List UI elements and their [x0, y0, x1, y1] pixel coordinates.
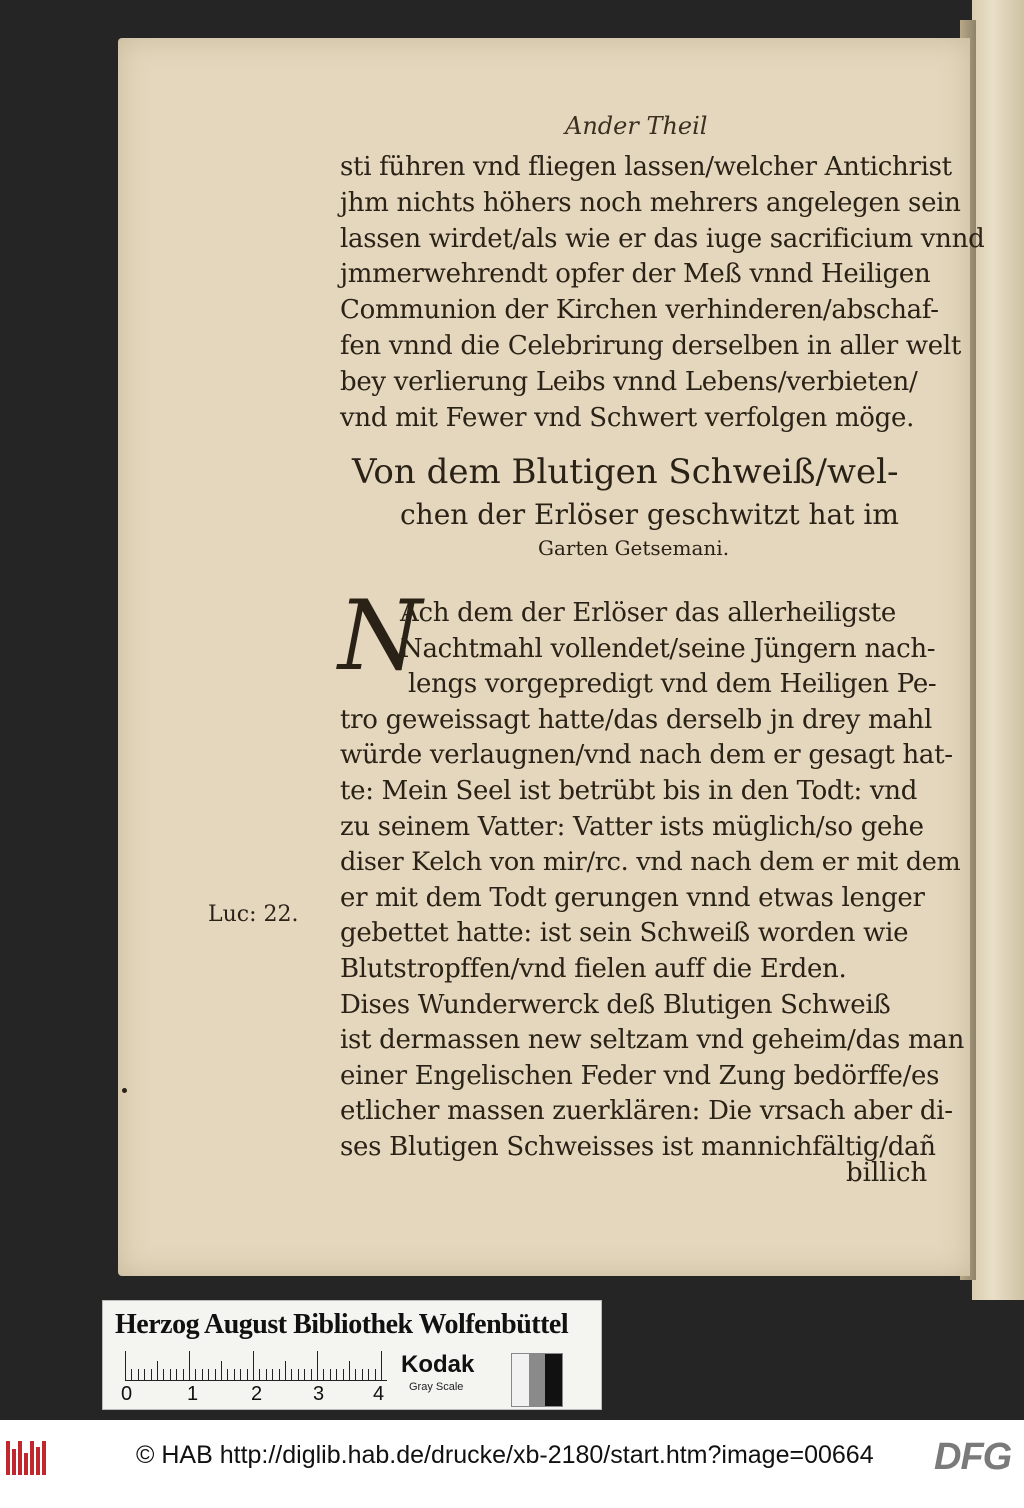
ruler-number: 2: [251, 1383, 263, 1405]
marginal-note: Luc: 22.: [208, 902, 299, 927]
text-line: etlicher massen zuerklären: Die vrsach aber di-: [340, 1096, 953, 1127]
ruler-tick: [285, 1361, 286, 1381]
swatch-black: [545, 1354, 562, 1406]
text-line: würde verlaugnen/vnd nach dem er gesagt hat-: [340, 740, 953, 771]
kodak-logo: Kodak: [401, 1351, 475, 1378]
ruler-tick: [144, 1369, 145, 1381]
running-head: Ander Theil: [565, 112, 708, 140]
chapter-heading-line-1: Von dem Blutigen Schweiß/wel-: [352, 452, 899, 492]
ruler-tick: [304, 1369, 305, 1381]
ruler-tick: [176, 1369, 177, 1381]
text-line: te: Mein Seel ist betrübt bis in den Todt: vnd: [340, 776, 918, 806]
ruler-tick: [375, 1369, 376, 1381]
text-line: Blutstropffen/vnd fielen auff die Erden.: [340, 954, 847, 984]
text-line: bey verlierung Leibs vnnd Lebens/verbieten/: [340, 366, 918, 397]
swatch-mid-gray: [529, 1354, 546, 1406]
ruler-number: 4: [373, 1383, 385, 1405]
text-line: Communion der Kirchen verhinderen/abschaf-: [340, 295, 939, 326]
ruler-tick: [125, 1351, 126, 1381]
ruler-tick: [131, 1369, 132, 1381]
ruler-tick: [170, 1369, 171, 1381]
ruler-tick: [183, 1369, 184, 1381]
citation-link[interactable]: © HAB http://diglib.hab.de/drucke/xb-2180/start.htm?image=00664: [136, 1441, 874, 1469]
library-name: Herzog August Bibliothek Wolfenbüttel: [115, 1309, 569, 1340]
ruler-tick: [355, 1369, 356, 1381]
ruler-tick: [227, 1369, 228, 1381]
text-line: vnd mit Fewer vnd Schwert verfolgen möge.: [340, 402, 915, 433]
ruler-tick: [195, 1369, 196, 1381]
chapter-heading-line-3: Garten Getsemani.: [538, 536, 730, 560]
ruler-tick: [234, 1369, 235, 1381]
ruler-tick: [163, 1369, 164, 1381]
ruler-tick: [279, 1369, 280, 1381]
text-line: fen vnnd die Celebrirung derselben in aller welt: [340, 331, 962, 361]
ruler-tick: [215, 1369, 216, 1381]
ruler-number: 0: [121, 1383, 133, 1405]
text-line: lengs vorgepredigt vnd dem Heiligen Pe-: [408, 669, 937, 700]
text-line: einer Engelischen Feder vnd Zung bedörffe/es: [340, 1060, 940, 1091]
ruler-tick: [202, 1369, 203, 1381]
facing-page-edge: [972, 0, 1024, 1300]
margin-dot: [122, 1088, 127, 1093]
ruler-number: 3: [313, 1383, 325, 1405]
ruler-tick: [368, 1369, 369, 1381]
text-line: ses Blutigen Schweisses ist mannichfältig/dañ: [340, 1132, 936, 1162]
text-line: sti führen vnd fliegen lassen/welcher Antichrist: [340, 152, 952, 182]
ruler-tick: [151, 1369, 152, 1381]
text-line: jhm nichts höhers noch mehrers angelegen sein: [340, 187, 961, 218]
text-line: tro geweissagt hatte/das derselb jn drey mahl: [340, 704, 932, 735]
ruler-tick: [221, 1361, 222, 1381]
ruler-tick: [349, 1361, 350, 1381]
ruler-tick: [272, 1369, 273, 1381]
ruler-tick: [298, 1369, 299, 1381]
text-line: Dises Wunderwerck deß Blutigen Schweiß: [340, 989, 891, 1020]
ruler-tick: [311, 1369, 312, 1381]
text-line: zu seinem Vatter: Vatter ists müglich/so gehe: [340, 811, 924, 842]
ruler-tick: [208, 1369, 209, 1381]
text-line: gebettet hatte: ist sein Schweiß worden wie: [340, 918, 909, 949]
text-line: ist dermassen new seltzam vnd geheim/das man: [340, 1025, 965, 1056]
ruler-tick: [240, 1369, 241, 1381]
chapter-heading-line-2: chen der Erlöser geschwitzt hat im: [400, 498, 899, 531]
ruler-tick: [291, 1369, 292, 1381]
color-scale-card: [102, 1300, 602, 1410]
ruler-tick: [138, 1369, 139, 1381]
swatch-white: [512, 1354, 529, 1406]
text-line: diser Kelch von mir/rc. vnd nach dem er mit dem: [340, 847, 961, 878]
ruler-tick: [381, 1351, 382, 1381]
gray-scale-swatches: [511, 1353, 563, 1407]
text-line: Ach dem der Erlöser das allerheiligste: [400, 598, 897, 628]
ruler-tick: [330, 1369, 331, 1381]
ruler-tick: [343, 1369, 344, 1381]
ruler: [125, 1349, 387, 1381]
ruler-number: 1: [187, 1383, 199, 1405]
ruler-tick: [253, 1351, 254, 1381]
text-line: er mit dem Todt gerungen vnnd etwas lenger: [340, 882, 925, 913]
ruler-tick: [323, 1369, 324, 1381]
ruler-tick: [336, 1369, 337, 1381]
ruler-tick: [317, 1351, 318, 1381]
hab-barcode-icon: [6, 1441, 50, 1475]
drop-capital: N: [338, 580, 422, 692]
ruler-tick: [189, 1351, 190, 1381]
gray-scale-label: Gray Scale: [409, 1381, 464, 1393]
ruler-tick: [259, 1369, 260, 1381]
ruler-tick: [157, 1361, 158, 1381]
text-line: lassen wirdet/als wie er das iuge sacrificium vnnd: [340, 223, 985, 254]
text-line: jmmerwehrendt opfer der Meß vnnd Heiligen: [340, 259, 931, 290]
text-line: Nachtmahl vollendet/seine Jüngern nach-: [400, 633, 936, 664]
catchword: billich: [846, 1158, 928, 1188]
ruler-tick: [362, 1369, 363, 1381]
ruler-tick: [247, 1369, 248, 1381]
ruler-tick: [266, 1369, 267, 1381]
dfg-logo: DFG: [934, 1436, 1012, 1478]
